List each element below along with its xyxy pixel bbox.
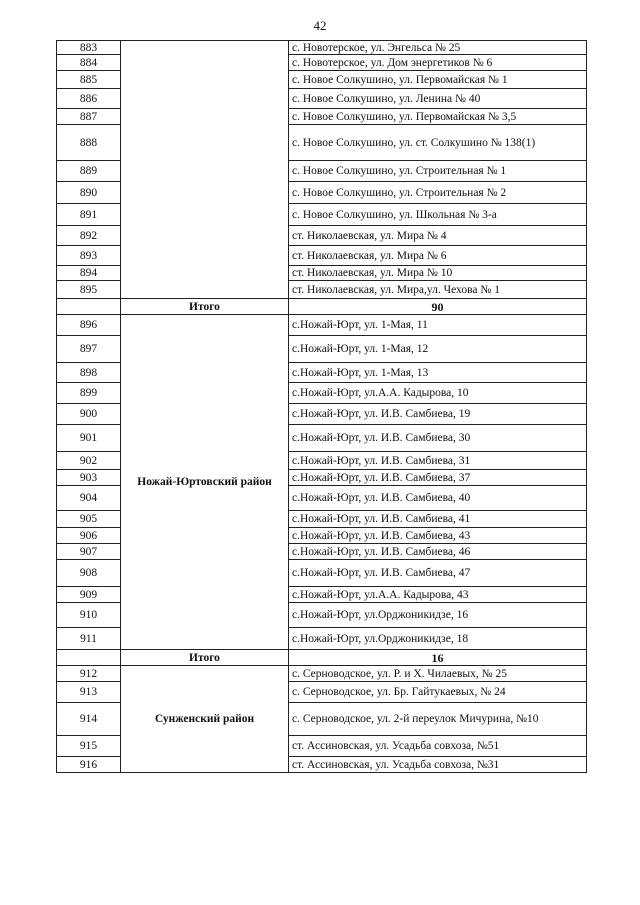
- district-cell: [121, 315, 289, 650]
- row-number: 893: [57, 246, 121, 266]
- table-body: [57, 41, 587, 773]
- table-row: [57, 666, 587, 682]
- row-number: 907: [57, 544, 121, 560]
- row-number: 888: [57, 125, 121, 161]
- row-number: 910: [57, 603, 121, 628]
- district-cell: [121, 41, 289, 299]
- total-label: Итого: [121, 299, 289, 315]
- address-cell: с.Ножай-Юрт, ул. И.В. Самбиева, 31: [289, 452, 587, 470]
- row-number: 898: [57, 363, 121, 383]
- row-number: 904: [57, 486, 121, 511]
- district-name: Сунженский район: [154, 712, 255, 725]
- row-number: 897: [57, 336, 121, 363]
- row-number: 914: [57, 703, 121, 736]
- address-cell: с.Ножай-Юрт, ул. И.В. Самбиева, 30: [289, 425, 587, 452]
- address-cell: с. Новое Солкушино, ул. Первомайская № 1: [289, 71, 587, 89]
- district-name: Ножай-Юртовский район: [137, 475, 272, 488]
- address-cell: с.Ножай-Юрт, ул. И.В. Самбиева, 40: [289, 486, 587, 511]
- address-cell: с.Ножай-Юрт, ул. И.В. Самбиева, 19: [289, 404, 587, 425]
- row-number: 883: [57, 41, 121, 55]
- address-cell: с. Новое Солкушино, ул. Строительная № 2: [289, 182, 587, 204]
- address-cell: ст. Николаевская, ул. Мира № 10: [289, 266, 587, 281]
- address-cell: с.Ножай-Юрт, ул. 1-Мая, 13: [289, 363, 587, 383]
- address-cell: с. Новое Солкушино, ул. ст. Солкушино № 138(1): [289, 125, 587, 161]
- address-cell: с. Серноводское, ул. Р. и Х. Чилаевых, № 25: [289, 666, 587, 682]
- address-cell: с. Новое Солкушино, ул. Школьная № 3-а: [289, 204, 587, 226]
- address-cell: с. Новое Солкушино, ул. Строительная № 1: [289, 161, 587, 182]
- total-row: [57, 650, 587, 666]
- total-value: 16: [289, 650, 587, 666]
- address-cell: с.Ножай-Юрт, ул.Орджоникидзе, 18: [289, 628, 587, 650]
- address-cell: с. Новое Солкушино, ул. Первомайская № 3,5: [289, 109, 587, 125]
- row-number: 887: [57, 109, 121, 125]
- row-number: 906: [57, 528, 121, 544]
- row-number: 911: [57, 628, 121, 650]
- row-number: 896: [57, 315, 121, 336]
- row-number: 884: [57, 55, 121, 71]
- row-number: 892: [57, 226, 121, 246]
- address-cell: с.Ножай-Юрт, ул.Орджоникидзе, 16: [289, 603, 587, 628]
- row-number: 899: [57, 383, 121, 404]
- address-cell: с.Ножай-Юрт, ул. И.В. Самбиева, 41: [289, 511, 587, 528]
- page-number: 42: [313, 18, 327, 33]
- row-number: 903: [57, 470, 121, 486]
- row-number: 908: [57, 560, 121, 587]
- address-cell: с.Ножай-Юрт, ул. И.В. Самбиева, 47: [289, 560, 587, 587]
- address-cell: с.Ножай-Юрт, ул.А.А. Кадырова, 10: [289, 383, 587, 404]
- row-number: 909: [57, 587, 121, 603]
- address-cell: ст. Ассиновская, ул. Усадьба совхоза, №51: [289, 736, 587, 757]
- address-cell: ст. Николаевская, ул. Мира № 6: [289, 246, 587, 266]
- address-cell: с. Новотерское, ул. Дом энергетиков № 6: [289, 55, 587, 71]
- row-number: 913: [57, 682, 121, 703]
- row-number: 905: [57, 511, 121, 528]
- row-number: 889: [57, 161, 121, 182]
- address-cell: с.Ножай-Юрт, ул. И.В. Самбиева, 43: [289, 528, 587, 544]
- row-number: 902: [57, 452, 121, 470]
- address-cell: с.Ножай-Юрт, ул. 1-Мая, 11: [289, 315, 587, 336]
- row-number: 916: [57, 757, 121, 773]
- address-cell: ст. Николаевская, ул. Мира,ул. Чехова № 1: [289, 281, 587, 299]
- row-number: 901: [57, 425, 121, 452]
- row-number: 900: [57, 404, 121, 425]
- address-cell: с.Ножай-Юрт, ул. И.В. Самбиева, 37: [289, 470, 587, 486]
- row-number: 890: [57, 182, 121, 204]
- row-number: 894: [57, 266, 121, 281]
- row-number: 885: [57, 71, 121, 89]
- total-empty-cell: [57, 650, 121, 666]
- table-row: [57, 41, 587, 55]
- row-number: 915: [57, 736, 121, 757]
- row-number: 912: [57, 666, 121, 682]
- row-number: 895: [57, 281, 121, 299]
- row-number: 891: [57, 204, 121, 226]
- address-cell: с. Новотерское, ул. Энгельса № 25: [289, 41, 587, 55]
- address-cell: с.Ножай-Юрт, ул. И.В. Самбиева, 46: [289, 544, 587, 560]
- polling-stations-table: [56, 40, 587, 773]
- address-cell: с. Новое Солкушино, ул. Ленина № 40: [289, 89, 587, 109]
- district-cell: [121, 666, 289, 773]
- total-value: 90: [289, 299, 587, 315]
- address-cell: ст. Николаевская, ул. Мира № 4: [289, 226, 587, 246]
- address-cell: с. Серноводское, ул. Бр. Гайтукаевых, № 24: [289, 682, 587, 703]
- total-empty-cell: [57, 299, 121, 315]
- address-cell: с.Ножай-Юрт, ул. 1-Мая, 12: [289, 336, 587, 363]
- row-number: 886: [57, 89, 121, 109]
- total-row: [57, 299, 587, 315]
- address-cell: с.Ножай-Юрт, ул.А.А. Кадырова, 43: [289, 587, 587, 603]
- total-label: Итого: [121, 650, 289, 666]
- address-cell: с. Серноводское, ул. 2-й переулок Мичурина, №10: [289, 703, 587, 736]
- address-cell: ст. Ассиновская, ул. Усадьба совхоза, №31: [289, 757, 587, 773]
- table-row: [57, 315, 587, 336]
